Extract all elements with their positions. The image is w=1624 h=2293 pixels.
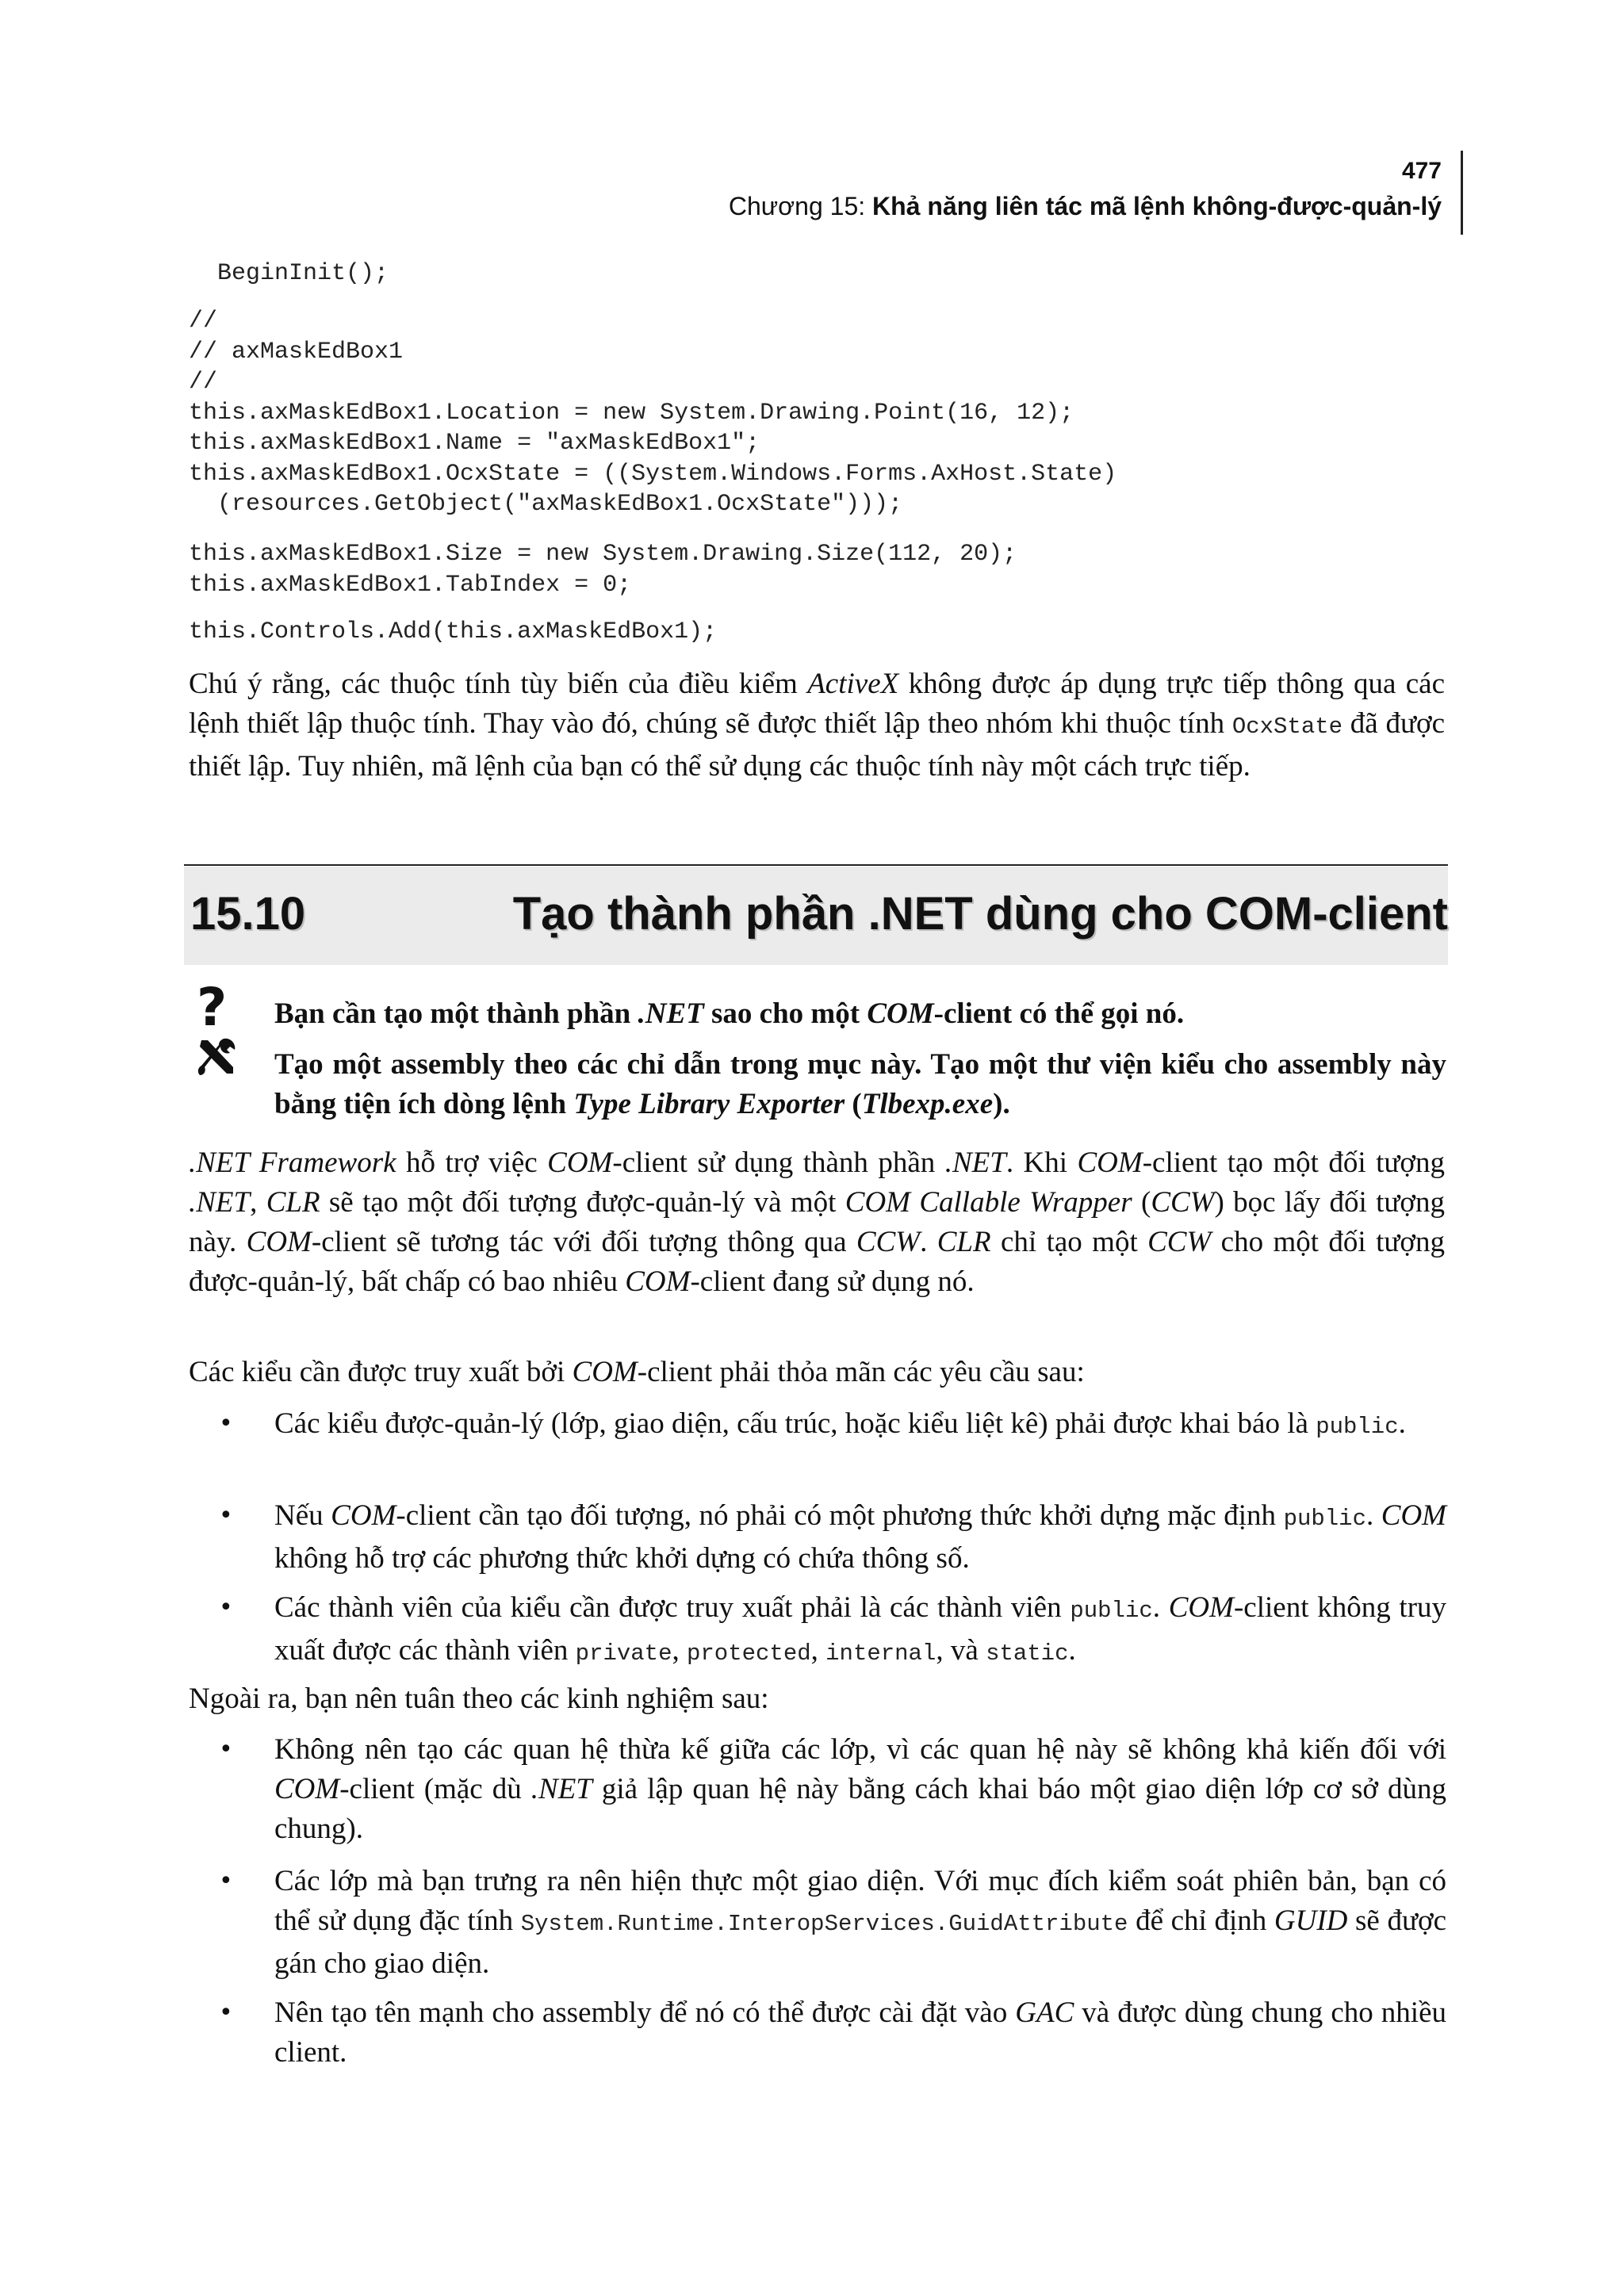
requirement-item-default-constructor: Nếu COM-client cần tạo đối tượng, nó phải có một phương thức khởi dựng mặc định public. COM không hỗ trợ các phương thức khởi dựng có chứa thông số. (274, 1499, 1446, 1575)
paragraph-ocxstate-note: Chú ý rằng, các thuộc tính tùy biến của điều kiểm ActiveX không được áp dụng trực tiếp thông qua các lệnh thiết lập thuộc tính. Thay vào đó, chúng sẽ được thiết lập theo nhóm khi thuộc tính OcxState đã được thiết lập. Tuy nhiên, mã lệnh của bạn có thể sử dụng các thuộc tính này một cách trực tiếp. (189, 668, 1445, 783)
bullet-marker: • (219, 1867, 233, 1895)
bullet-marker: • (219, 1736, 233, 1763)
recommendation-item-strong-name: Nên tạo tên mạnh cho assembly để nó có thể được cài đặt vào GAC và được dùng chung cho nhiều client. (274, 1996, 1446, 2069)
requirement-item-public-types: Các kiểu được-quản-lý (lớp, giao diện, cấu trúc, hoặc kiểu liệt kê) phải được khai báo là public. (274, 1407, 1406, 1440)
code-begininit: BeginInit(); (189, 260, 389, 287)
chapter-title: Khả năng liên tác mã lệnh không-được-quản-lý (872, 192, 1442, 220)
recommendation-item-inheritance: Không nên tạo các quan hệ thừa kế giữa các lớp, vì các quan hệ này sẽ không khả kiến đối với COM-client (mặc dù .NET giả lập quan hệ này bằng cách khai báo một giao diện lớp cơ sở dùng chung). (274, 1733, 1447, 1845)
section-title: Tạo thành phần .NET dùng cho COM-client (512, 888, 1448, 940)
code-size-tabindex: this.axMaskEdBox1.Size = new System.Drawing.Size(112, 20); this.axMaskEdBox1.TabIndex = 0; (189, 541, 1017, 599)
chapter-prefix: Chương 15: (728, 192, 873, 220)
question-icon: ? (197, 977, 228, 1038)
solution-statement: Tạo một assembly theo các chỉ dẫn trong mục này. Tạo một thư viện kiểu cho assembly này bằng tiện ích dòng lệnh Type Library Exporter (Tlbexp.exe). (274, 1048, 1446, 1120)
code-location-name-ocxstate: // // axMaskEdBox1 // this.axMaskEdBox1.Location = new System.Drawing.Point(16, 12); this.axMaskEdBox1.Name = "axMaskEdBox1"; this.axMaskEdBox1.OcxState = ((System.Windows.Forms.AxHost.State) (resources.GetObject("axMaskEdBox1.OcxState"))); (189, 308, 1117, 518)
section-number: 15.10 (190, 888, 306, 940)
page-number: 477 (1401, 158, 1442, 184)
paragraph-requirements: Các kiểu cần được truy xuất bởi COM-client phải thỏa mãn các yêu cầu sau: (189, 1356, 1085, 1388)
code-controls-add: this.Controls.Add(this.axMaskEdBox1); (189, 618, 718, 645)
paragraph-recommendations: Ngoài ra, bạn nên tuân theo các kinh nghiệm sau: (189, 1682, 769, 1715)
requirement-item-public-members: Các thành viên của kiểu cần được truy xuất phải là các thành viên public. COM-client không truy xuất được các thành viên private, protected, internal, và static. (274, 1591, 1447, 1667)
bullet-marker: • (219, 1594, 233, 1621)
bullet-marker: • (219, 1502, 233, 1529)
paragraph-net-framework: .NET Framework hỗ trợ việc COM-client sử dụng thành phần .NET. Khi COM-client tạo một đối tượng .NET, CLR sẽ tạo một đối tượng được-quản-lý và một COM Callable Wrapper (CCW) bọc lấy đối tượng này. COM-client sẽ tương tác với đối tượng thông qua CCW. CLR chỉ tạo một CCW cho một đối tượng được-quản-lý, bất chấp có bao nhiêu COM-client đang sử dụng nó. (189, 1146, 1445, 1298)
page-header (729, 155, 1442, 225)
section-top-rule (184, 864, 1448, 866)
tools-icon (195, 1035, 238, 1078)
bullet-marker: • (219, 1999, 233, 2027)
recommendation-item-interface: Các lớp mà bạn trưng ra nên hiện thực một giao diện. Với mục đích kiểm soát phiên bản, bạn có thể sử dụng đặc tính System.Runtime.InteropServices.GuidAttribute để chỉ định GUID sẽ được gán cho giao diện. (274, 1865, 1446, 1980)
problem-statement: Bạn cần tạo một thành phần .NET sao cho một COM-client có thể gọi nó. (274, 997, 1185, 1030)
chapter-heading (729, 187, 1442, 225)
header-divider (1461, 151, 1463, 235)
bullet-marker: • (219, 1410, 233, 1437)
